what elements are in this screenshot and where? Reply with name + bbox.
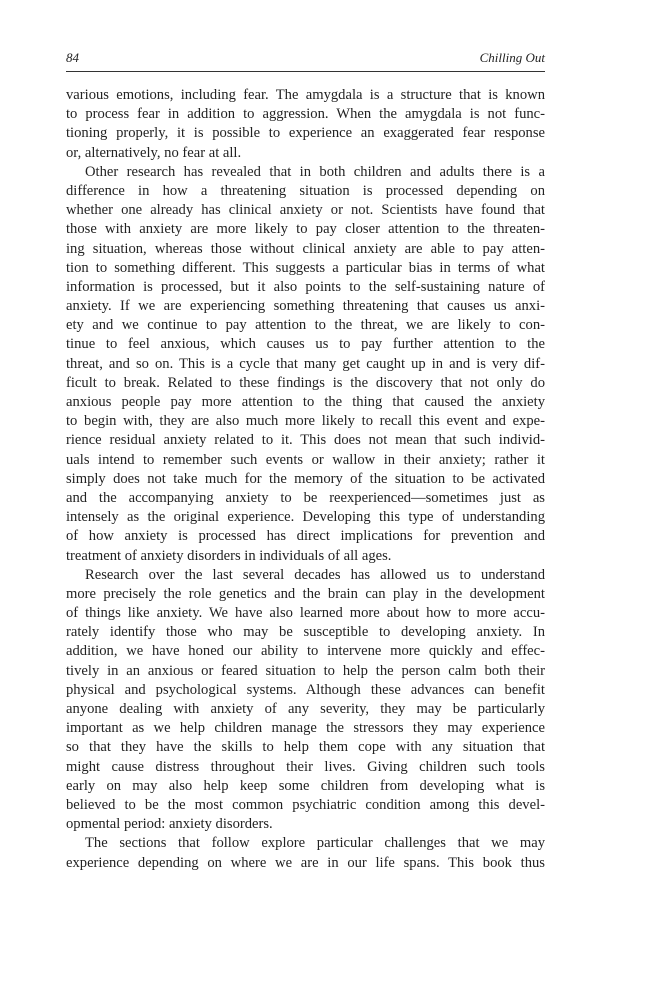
text-line: experience depending on where we are in our life spans. This book thus — [66, 854, 545, 871]
text-line: whether one already has clinical anxiety or not. Scientists have found that — [66, 202, 545, 219]
paragraph — [66, 86, 545, 163]
text-line: rience residual anxiety related to it. This does not mean that such individ- — [66, 432, 545, 449]
paragraph — [66, 566, 545, 835]
body-text — [66, 86, 545, 873]
text-line: tinue to feel anxious, which causes us to pay further attention to the — [66, 336, 545, 353]
text-line: various emotions, including fear. The amygdala is a structure that is known — [66, 87, 545, 103]
text-line: or, alternatively, no fear at all. — [66, 144, 242, 161]
text-line: and the accompanying anxiety to be reexperienced—sometimes just as — [66, 489, 545, 506]
text-line: more precisely the role genetics and the brain can play in the development — [66, 585, 545, 602]
text-line: of how anxiety is processed has direct implications for prevention and — [66, 528, 545, 545]
text-line: important as we help children manage the stressors they may experience — [66, 720, 545, 737]
paragraph — [66, 163, 545, 566]
text-line: difference in how a threatening situation is processed depending on — [66, 182, 545, 199]
text-line: early on may also help keep some children from developing what is — [66, 777, 545, 794]
text-line: simply does not take much for the memory of the situation to be activated — [66, 470, 545, 487]
paragraph — [66, 834, 545, 872]
text-line: information is processed, but it also points to the self-sustaining nature of — [66, 278, 545, 295]
text-line: ety and we continue to pay attention to the threat, we are likely to con- — [66, 317, 545, 334]
text-line: Other research has revealed that in both children and adults there is a — [85, 163, 545, 180]
running-head — [66, 50, 545, 72]
text-line: rately identify those who may be susceptible to developing anxiety. In — [66, 624, 545, 641]
text-line: anyone dealing with anxiety of any severity, they may be particularly — [66, 701, 545, 717]
text-line: so that they have the skills to help them cope with any situation that — [66, 739, 545, 756]
text-line: threat, and so on. This is a cycle that many get caught up in and is very dif- — [66, 355, 545, 372]
text-line: believed to be the most common psychiatric condition among this devel- — [66, 796, 545, 813]
text-line: of things like anxiety. We have also learned more about how to more accu- — [66, 605, 545, 622]
text-line: anxiety. If we are experiencing something threatening that causes us anxi- — [66, 298, 545, 315]
text-line: anxious people pay more attention to the thing that caused the anxiety — [66, 394, 545, 410]
page-number: 84 — [66, 50, 79, 65]
text-line: tion to something different. This suggests a particular bias in terms of what — [66, 259, 545, 276]
text-line: The sections that follow explore particular challenges that we may — [85, 835, 545, 852]
text-line: uals intend to remember such events or wallow in their anxiety; rather it — [66, 451, 545, 468]
text-line: intensely as the original experience. Developing this type of understanding — [66, 509, 545, 526]
text-line: opmental period: anxiety disorders. — [66, 816, 273, 833]
text-line: treatment of anxiety disorders in individuals of all ages. — [66, 547, 392, 564]
text-line: those with anxiety are more likely to pay closer attention to the threaten- — [66, 221, 545, 238]
text-line: ficult to break. Related to these findings is the discovery that not only do — [66, 374, 545, 391]
text-line: to process fear in addition to aggression. When the amygdala is not func- — [66, 106, 545, 123]
text-line: might cause distress throughout their lives. Giving children such tools — [66, 758, 545, 775]
text-line: tively in an anxious or feared situation to help the person calm both their — [66, 662, 545, 679]
text-line: Research over the last several decades has allowed us to understand — [85, 566, 545, 583]
text-line: ing situation, whereas those without clinical anxiety are able to pay atten- — [66, 240, 545, 257]
running-head-title: Chilling Out — [479, 50, 545, 65]
text-line: to begin with, they are also much more likely to recall this event and expe- — [66, 413, 545, 430]
text-line: tioning properly, it is possible to experience an exaggerated fear response — [66, 125, 545, 142]
text-line: physical and psychological systems. Although these advances can benefit — [66, 681, 545, 698]
text-line: addition, we have honed our ability to intervene more quickly and effec- — [66, 643, 545, 660]
